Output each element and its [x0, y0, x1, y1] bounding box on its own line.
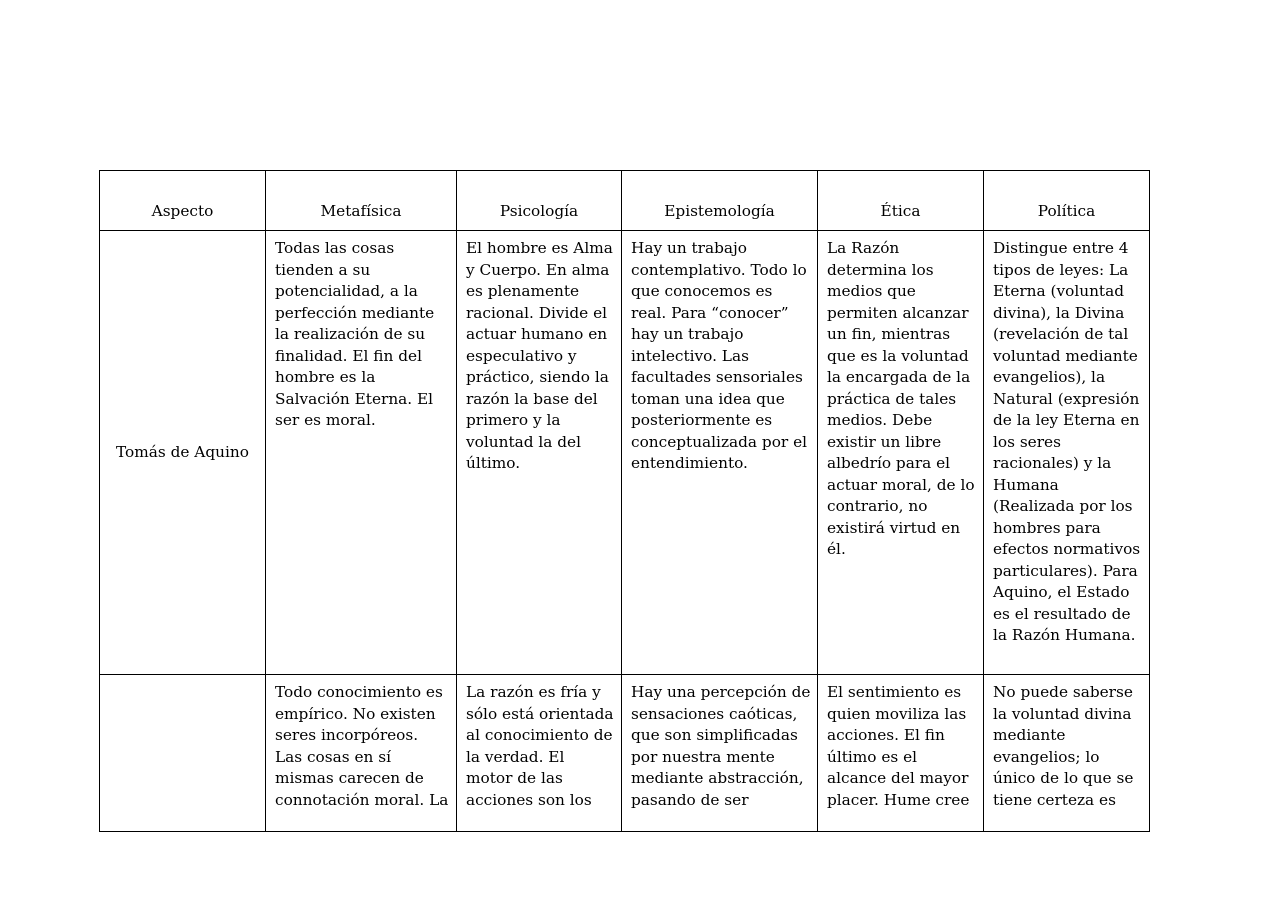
table-row	[100, 231, 1150, 675]
row-label-cell	[100, 675, 266, 832]
cell-text: No puede saberse la voluntad divina mediante evangelios; lo único de lo que se tiene certeza es	[993, 683, 1134, 809]
etica-cell	[818, 231, 984, 675]
cell-text: Distingue entre 4 tipos de leyes: La Eterna (voluntad divina), la Divina (revelación de tal voluntad mediante evangelios), la Natural (expresión de la ley Eterna en los seres racionales) y la Humana (Realizada por los hombres para efectos normativos particulares). Para Aquino, el Estado es el resultado de la Razón Humana.	[993, 239, 1141, 644]
cell-text: Todo conocimiento es empírico. No existen seres incorpóreos. Las cosas en sí mismas carecen de connotación moral. La	[275, 683, 449, 809]
politica-cell	[984, 675, 1150, 832]
row-label: Tomás de Aquino	[116, 442, 249, 461]
cell-text: Hay una percepción de sensaciones caóticas, que son simplificadas por nuestra mente mediante abstracción, pasando de ser	[631, 683, 811, 809]
epistemologia-cell	[622, 231, 818, 675]
psicologia-cell	[457, 675, 622, 832]
header-metafisica: Metafísica	[266, 171, 457, 231]
row-label-cell	[100, 231, 266, 675]
cell-text: Todas las cosas tienden a su potencialidad, a la perfección mediante la realización de su finalidad. El fin del hombre es la Salvación Eterna. El ser es moral.	[275, 239, 435, 429]
cell-text: El sentimiento es quien moviliza las acciones. El fin último es el alcance del mayor placer. Hume cree	[827, 683, 970, 809]
table-row	[100, 675, 1150, 832]
comparison-table	[99, 170, 1150, 832]
metafisica-cell	[266, 231, 457, 675]
epistemologia-cell	[622, 675, 818, 832]
cell-text: La Razón determina los medios que permiten alcanzar un fin, mientras que es la voluntad la encargada de la práctica de tales medios. Debe existir un libre albedrío para el actuar moral, de lo contrario, no existirá virtud en él.	[827, 239, 975, 558]
header-row	[100, 171, 1150, 231]
header-epistemologia: Epistemología	[622, 171, 818, 231]
header-psicologia: Psicología	[457, 171, 622, 231]
header-politica: Política	[984, 171, 1150, 231]
cell-text: Hay un trabajo contemplativo. Todo lo que conocemos es real. Para “conocer” hay un trabajo intelectivo. Las facultades sensoriales toman una idea que posteriormente es conceptualizada por el entendimiento.	[631, 239, 808, 472]
cell-text: La razón es fría y sólo está orientada al conocimiento de la verdad. El motor de las acciones son los	[466, 683, 614, 809]
politica-cell	[984, 231, 1150, 675]
etica-cell	[818, 675, 984, 832]
header-aspecto: Aspecto	[100, 171, 266, 231]
header-etica: Ética	[818, 171, 984, 231]
psicologia-cell	[457, 231, 622, 675]
cell-text: El hombre es Alma y Cuerpo. En alma es plenamente racional. Divide el actuar humano en especulativo y práctico, siendo la razón la base del primero y la voluntad la del último.	[466, 239, 613, 472]
metafisica-cell	[266, 675, 457, 832]
